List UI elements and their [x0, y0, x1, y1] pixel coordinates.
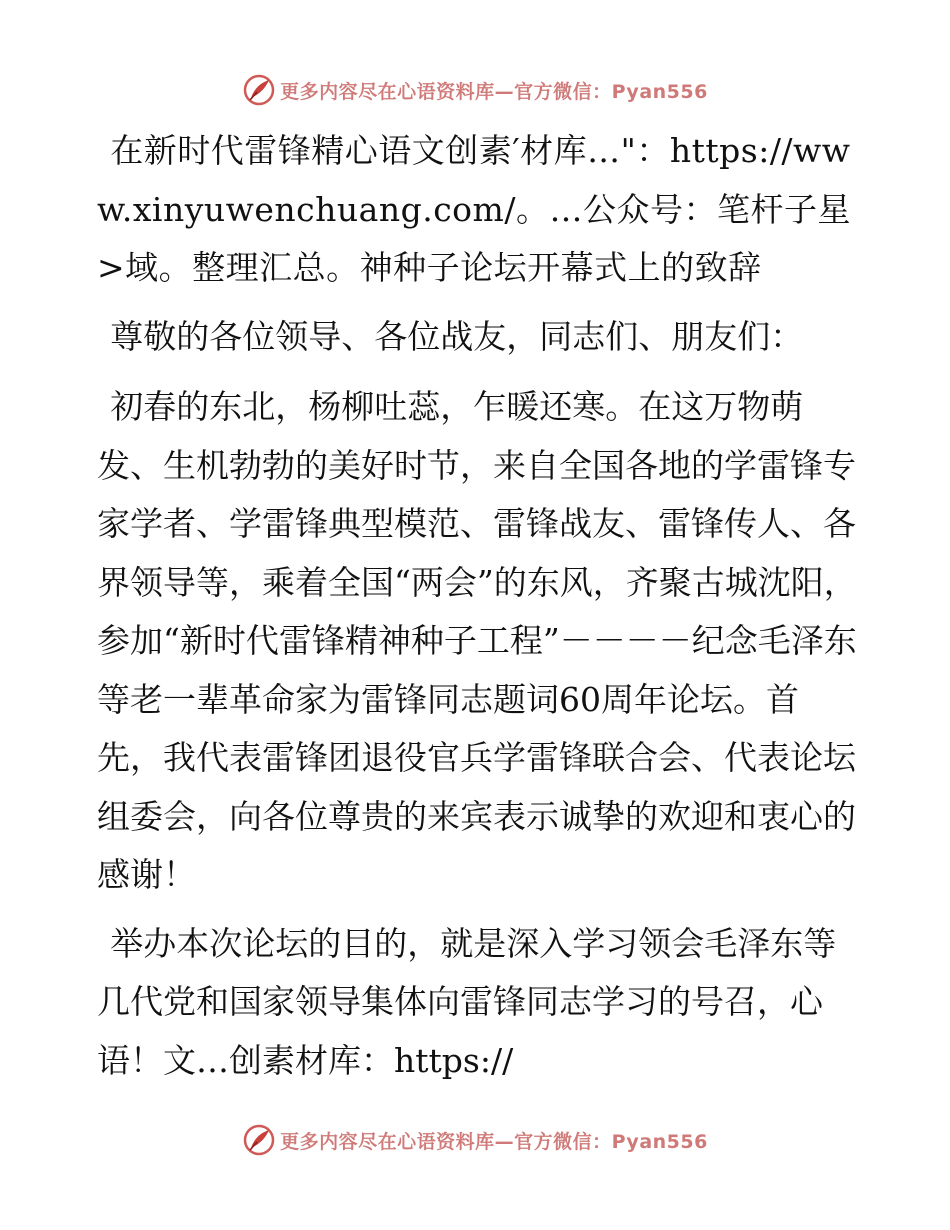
paragraph-opening: 初春的东北，杨柳吐蕊，乍暖还寒。在这万物萌发、生机勃勃的美好时节，来自全国各地的学雷锋专家学者、学雷锋典型模范、雷锋战友、雷锋传人、各界领导等，乘着全国“两会”的东风，齐聚古城沈阳，参加“新时代雷锋精神种子工程”－－－－纪念毛泽东等老一辈革命家为雷锋同志题词60周年论坛。首先，我代表雷锋团退役官兵学雷锋联合会、代表论坛组委会，向各位尊贵的来宾表示诚挚的欢迎和衷心的感谢！: [97, 387, 857, 894]
header-banner: [0, 70, 950, 110]
paragraph-purpose: 举办本次论坛的目的，就是深入学习领会毛泽东等几代党和国家领导集体向雷锋同志学习的号召，心语！文…创素材库：https://: [97, 923, 837, 1080]
paragraph-intro-source: 在新时代雷锋精心语文创素′材库…"：https://www.xinyuwenchuang.com/。…公众号：笔杆子星>域。整理汇总。神种子论坛开幕式上的致辞: [97, 131, 851, 287]
footer-banner-text: 更多内容尽在心语资料库—官方微信：Pyan556: [280, 1130, 708, 1153]
header-banner-text: 更多内容尽在心语资料库—官方微信：Pyan556: [280, 80, 708, 103]
feather-quill-icon: [242, 73, 276, 107]
footer-banner: [0, 1120, 950, 1160]
feather-quill-icon: [242, 1123, 276, 1157]
document-body: [97, 122, 862, 1100]
paragraph-salutation: 尊敬的各位领导、各位战友，同志们、朋友们：: [110, 316, 804, 356]
